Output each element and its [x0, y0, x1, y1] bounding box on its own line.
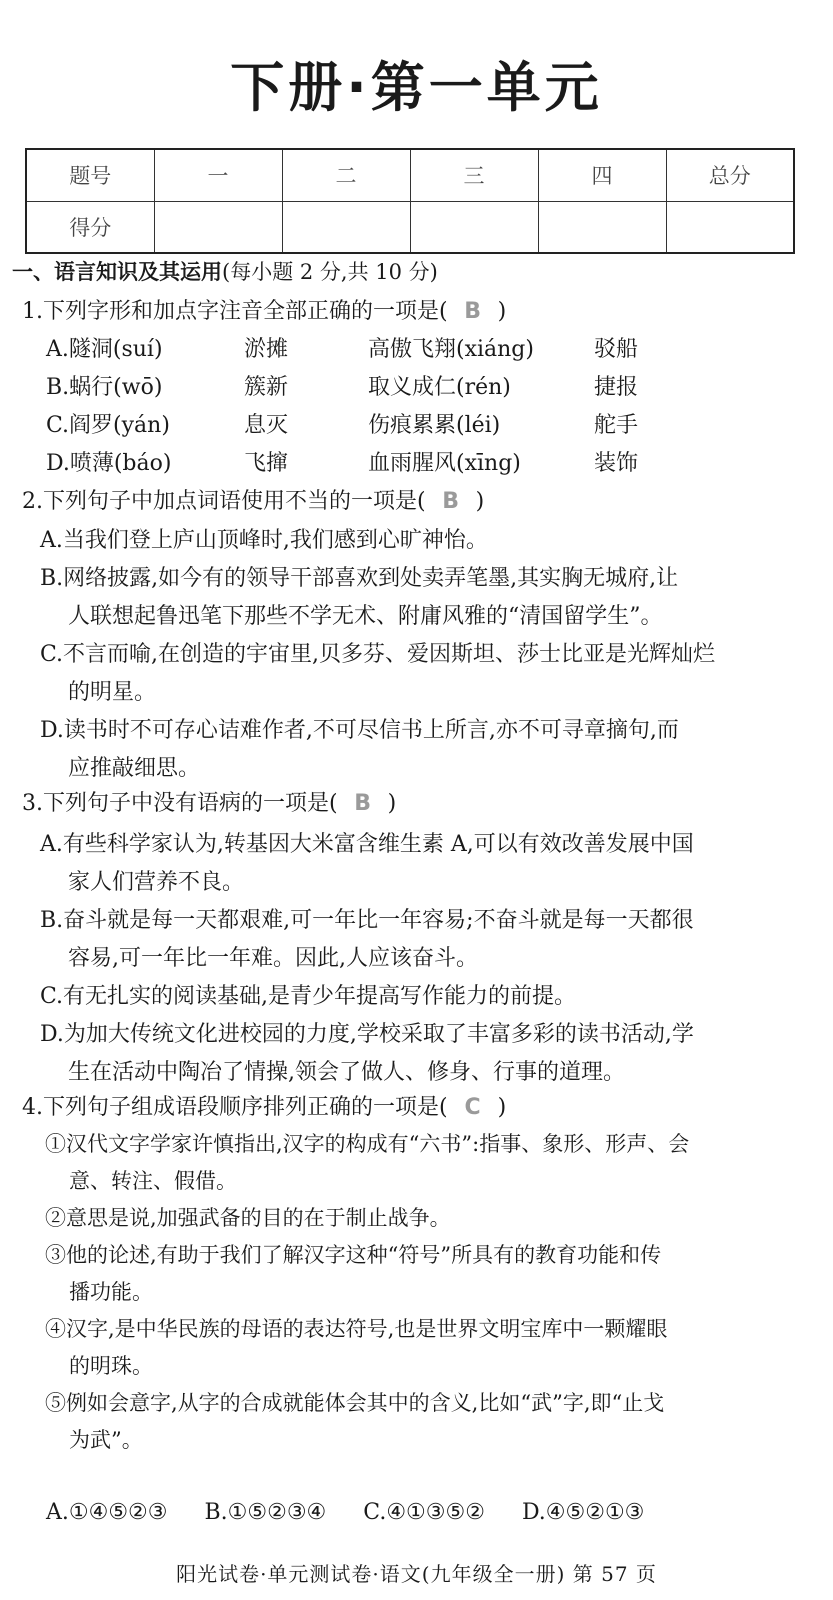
- option-word: 装饰: [594, 451, 639, 476]
- q4-choices: [46, 1497, 674, 1529]
- stem-text: 2.下列句子中加点词语使用不当的一项是(: [22, 489, 426, 514]
- sentence-4-line1: ④汉字,是中华民族的母语的表达符号,也是世界文明宝库中一颗耀眼: [45, 1317, 668, 1341]
- option-c: C.有无扎实的阅读基础,是青少年提高写作能力的前提。: [40, 984, 577, 1009]
- sentence-5-line2: 为武”。: [69, 1428, 143, 1452]
- stem-text: 1.下列字形和加点字注音全部正确的一项是(: [22, 299, 448, 324]
- answer-mark: C: [464, 1095, 481, 1120]
- question-4-stem: [22, 1092, 506, 1124]
- option-a-line2: 家人们营养不良。: [68, 870, 245, 895]
- score-cell[interactable]: [410, 201, 538, 253]
- header-cell: 二: [282, 149, 410, 201]
- option-d-line2: 生在活动中陶冶了情操,领会了做人、修身、行事的道理。: [68, 1060, 625, 1085]
- option-d-line1: D.为加大传统文化进校园的力度,学校采取了丰富多彩的读书活动,学: [40, 1022, 694, 1047]
- option-word: 血雨腥风(xīng): [368, 451, 521, 476]
- stem-text: ): [497, 299, 507, 324]
- option-b-line2: 人联想起鲁迅笔下那些不学无术、附庸风雅的“清国留学生”。: [68, 604, 663, 629]
- sentence-3-line1: ③他的论述,有助于我们了解汉字这种“符号”所具有的教育功能和传: [45, 1243, 662, 1267]
- sentence-5-line1: ⑤例如会意字,从字的合成就能体会其中的含义,比如“武”字,即“止戈: [45, 1391, 665, 1415]
- answer-mark: B: [354, 791, 371, 816]
- choice-c: C.④①③⑤②: [363, 1500, 485, 1525]
- choice-d: D.④⑤②①③: [521, 1500, 645, 1525]
- option-word: 舵手: [594, 413, 639, 438]
- header-cell: 三: [410, 149, 538, 201]
- q3-options: [40, 826, 795, 1092]
- stem-text: 3.下列句子中没有语病的一项是(: [22, 791, 338, 816]
- option-a: A.当我们登上庐山顶峰时,我们感到心旷神怡。: [40, 528, 488, 553]
- page-title: 下册·第一单元: [230, 56, 603, 119]
- score-table-header-row: [26, 149, 794, 201]
- q2-options: [40, 522, 795, 788]
- score-cell[interactable]: [282, 201, 410, 253]
- sentence-1-line1: ①汉代文字学家许慎指出,汉字的构成有“六书”:指事、象形、形声、会: [45, 1132, 690, 1156]
- score-table-score-row: [26, 201, 794, 253]
- answer-mark: B: [464, 299, 481, 324]
- page-footer: 阳光试卷·单元测试卷·语文(九年级全一册) 第 57 页: [176, 1562, 657, 1586]
- sentence-1-line2: 意、转注、假借。: [69, 1169, 237, 1193]
- section-title: 一、语言知识及其运用: [12, 260, 222, 284]
- header-cell: 一: [154, 149, 282, 201]
- option-word: 伤痕累累(léi): [368, 413, 501, 438]
- choice-b: B.①⑤②③④: [204, 1500, 327, 1525]
- option-d-line2: 应推敲细思。: [68, 756, 201, 781]
- option-word: 淤摊: [244, 337, 289, 362]
- option-word: 飞撺: [244, 451, 289, 476]
- sentence-4-line2: 的明珠。: [69, 1354, 153, 1378]
- stem-text: ): [475, 489, 485, 514]
- option-word: 取义成仁(rén): [368, 375, 511, 400]
- option-word: 簇新: [244, 375, 289, 400]
- choice-a: A.①④⑤②③: [46, 1500, 168, 1525]
- score-cell[interactable]: [538, 201, 666, 253]
- option-c-line2: 的明星。: [68, 680, 157, 705]
- option-word: 高傲飞翔(xiáng): [368, 337, 534, 362]
- option-word: C.阎罗(yán): [46, 413, 170, 438]
- option-word: 捷报: [594, 375, 639, 400]
- sentence-3-line2: 播功能。: [69, 1280, 153, 1304]
- option-c-line1: C.不言而喻,在创造的宇宙里,贝多芬、爱因斯坦、莎士比亚是光辉灿烂: [40, 642, 716, 667]
- score-cell[interactable]: [154, 201, 282, 253]
- row-label: 得分: [26, 201, 154, 253]
- stem-text: 4.下列句子组成语段顺序排列正确的一项是(: [22, 1095, 448, 1120]
- header-cell: 四: [538, 149, 666, 201]
- question-3-stem: [22, 788, 396, 820]
- option-d-line1: D.读书时不可存心诘难作者,不可尽信书上所言,亦不可寻章摘句,而: [40, 718, 679, 743]
- option-b-line2: 容易,可一年比一年难。因此,人应该奋斗。: [68, 946, 478, 971]
- option-a-line1: A.有些科学家认为,转基因大米富含维生素 A,可以有效改善发展中国: [40, 832, 694, 857]
- question-1-stem: [22, 296, 506, 328]
- answer-mark: B: [442, 489, 459, 514]
- option-word: 驳船: [594, 337, 639, 362]
- option-word: B.蜗行(wō): [46, 375, 163, 400]
- option-word: 息灭: [244, 413, 289, 438]
- option-word: A.隧洞(suí): [46, 337, 163, 362]
- sentence-2: ②意思是说,加强武备的目的在于制止战争。: [45, 1206, 451, 1230]
- section-note: (每小题 2 分,共 10 分): [222, 260, 438, 284]
- q4-sentences: [45, 1126, 795, 1459]
- option-b-line1: B.网络披露,如今有的领导干部喜欢到处卖弄笔墨,其实胸无城府,让: [40, 566, 679, 591]
- score-cell[interactable]: [666, 201, 794, 253]
- option-b-line1: B.奋斗就是每一天都艰难,可一年比一年容易;不奋斗就是每一天都很: [40, 908, 694, 933]
- score-table: [25, 148, 795, 254]
- section-heading: [12, 257, 438, 287]
- stem-text: ): [387, 791, 397, 816]
- header-cell: 总分: [666, 149, 794, 201]
- option-word: D.喷薄(báo): [46, 451, 172, 476]
- stem-text: ): [497, 1095, 507, 1120]
- question-2-stem: [22, 486, 484, 518]
- header-cell: 题号: [26, 149, 154, 201]
